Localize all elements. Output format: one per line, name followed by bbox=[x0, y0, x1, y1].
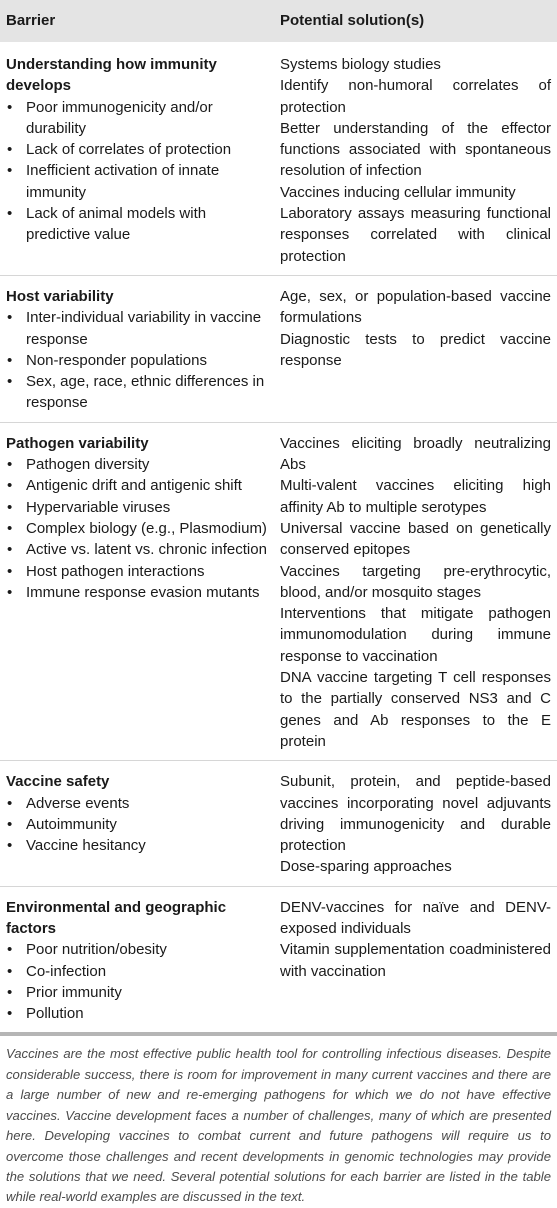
solutions-cell bbox=[273, 886, 557, 1033]
solution-item: DNA vaccine targeting T cell responses to the partially conserved NS3 and C genes and Ab responses to the E protein bbox=[280, 669, 551, 750]
barrier-item-text: Host pathogen interactions bbox=[26, 562, 205, 580]
solution-item: Identify non-humoral correlates of protection bbox=[280, 77, 551, 116]
barrier-heading: Pathogen variability bbox=[6, 434, 149, 452]
bullet-icon: • bbox=[7, 837, 13, 855]
barrier-item-text: Non-responder populations bbox=[26, 351, 207, 369]
solution-item: Vaccines inducing cellular immunity bbox=[280, 183, 516, 201]
barrier-list-item bbox=[6, 497, 269, 518]
barrier-item-text: Vaccine hesitancy bbox=[26, 837, 146, 855]
solution-item: Vaccines eliciting broadly neutralizing Abs bbox=[280, 434, 551, 474]
barrier-list-item bbox=[6, 203, 269, 246]
bullet-icon: • bbox=[7, 141, 13, 159]
barrier-list bbox=[6, 793, 269, 857]
bullet-icon: • bbox=[7, 456, 13, 474]
solutions-cell bbox=[273, 42, 557, 275]
header-row bbox=[0, 0, 557, 42]
solutions-cell bbox=[273, 761, 557, 886]
barrier-cell bbox=[0, 275, 273, 422]
barrier-list-item bbox=[6, 793, 269, 814]
barrier-item-text: Poor nutrition/obesity bbox=[26, 941, 167, 959]
bullet-icon: • bbox=[7, 794, 13, 812]
table-row bbox=[0, 422, 557, 760]
barrier-list-item bbox=[6, 939, 269, 960]
barrier-list-item bbox=[6, 454, 269, 475]
barrier-list bbox=[6, 939, 269, 1024]
solution-item: Age, sex, or population-based vaccine formulations bbox=[280, 287, 551, 327]
barrier-item-text: Inter-individual variability in vaccine response bbox=[26, 309, 262, 348]
barrier-list-item bbox=[6, 97, 269, 140]
table-row bbox=[0, 886, 557, 1033]
barrier-item-text: Co-infection bbox=[26, 962, 107, 980]
bullet-icon: • bbox=[7, 205, 13, 223]
solution-item: Multi-valent vaccines eliciting high affinity Ab to multiple serotypes bbox=[280, 477, 551, 516]
barrier-list-item bbox=[6, 475, 269, 496]
barrier-item-text: Pathogen diversity bbox=[26, 456, 150, 474]
header-potential-solutions: Potential solution(s) bbox=[280, 12, 425, 29]
barrier-list-item bbox=[6, 539, 269, 560]
barrier-item-text: Sex, age, race, ethnic differences in response bbox=[26, 373, 265, 412]
bullet-icon: • bbox=[7, 162, 13, 180]
solution-item: Subunit, protein, and peptide-based vaccines incorporating novel adjuvants driving immunogenicity and durable protection bbox=[280, 773, 551, 855]
solution-item: Universal vaccine based on genetically conserved epitopes bbox=[280, 519, 551, 559]
barrier-list-item bbox=[6, 835, 269, 856]
bullet-icon: • bbox=[7, 541, 13, 559]
bullet-icon: • bbox=[7, 562, 13, 580]
barrier-list bbox=[6, 97, 269, 246]
barrier-list-item bbox=[6, 982, 269, 1003]
barrier-list-item bbox=[6, 518, 269, 539]
barrier-list-item bbox=[6, 160, 269, 203]
barrier-list-item bbox=[6, 582, 269, 603]
solution-item: DENV-vaccines for naïve and DENV-exposed individuals bbox=[280, 898, 551, 937]
solution-item: Interventions that mitigate pathogen immunomodulation during immune response to vaccination bbox=[280, 605, 551, 665]
table-body bbox=[0, 42, 557, 1033]
solutions-cell bbox=[273, 275, 557, 422]
barrier-list-item bbox=[6, 371, 269, 414]
table-row bbox=[0, 275, 557, 422]
barrier-heading: Environmental and geographic factors bbox=[6, 898, 227, 937]
barrier-item-text: Complex biology (e.g., Plasmodium) bbox=[26, 519, 267, 537]
barrier-item-text: Inefficient activation of innate immunity bbox=[26, 162, 220, 201]
barrier-heading: Understanding how immunity develops bbox=[6, 56, 217, 95]
barrier-item-text: Hypervariable viruses bbox=[26, 498, 171, 516]
barrier-heading: Vaccine safety bbox=[6, 773, 110, 791]
barrier-list-item bbox=[6, 561, 269, 582]
bullet-icon: • bbox=[7, 477, 13, 495]
barrier-list-item bbox=[6, 139, 269, 160]
bullet-icon: • bbox=[7, 583, 13, 601]
barrier-cell bbox=[0, 422, 273, 760]
barrier-item-text: Lack of correlates of protection bbox=[26, 141, 232, 159]
solution-item: Vitamin supplementation coadministered with vaccination bbox=[280, 941, 551, 980]
barrier-list bbox=[6, 307, 269, 413]
barrier-list-item bbox=[6, 961, 269, 982]
solution-item: Better understanding of the effector functions associated with spontaneous resolution of infection bbox=[280, 119, 551, 180]
solution-item: Laboratory assays measuring functional responses correlated with clinical protection bbox=[280, 205, 551, 265]
barrier-item-text: Adverse events bbox=[26, 794, 130, 812]
barrier-item-text: Prior immunity bbox=[26, 983, 122, 1001]
bullet-icon: • bbox=[7, 815, 13, 833]
table-row bbox=[0, 761, 557, 886]
barrier-list bbox=[6, 454, 269, 603]
barrier-cell bbox=[0, 761, 273, 886]
bullet-icon: • bbox=[7, 962, 13, 980]
barrier-cell bbox=[0, 42, 273, 275]
barrier-item-text: Antigenic drift and antigenic shift bbox=[26, 477, 242, 495]
solution-item: Dose-sparing approaches bbox=[280, 858, 452, 876]
table-header bbox=[0, 0, 557, 42]
barrier-list-item bbox=[6, 350, 269, 371]
table-row bbox=[0, 42, 557, 275]
barrier-item-text: Poor immunogenicity and/or durability bbox=[26, 98, 213, 137]
bullet-icon: • bbox=[7, 309, 13, 327]
barrier-item-text: Active vs. latent vs. chronic infection bbox=[26, 541, 267, 559]
bullet-icon: • bbox=[7, 98, 13, 116]
barrier-item-text: Immune response evasion mutants bbox=[26, 583, 260, 601]
barrier-item-text: Autoimmunity bbox=[26, 815, 117, 833]
bullet-icon: • bbox=[7, 941, 13, 959]
barrier-item-text: Lack of animal models with predictive value bbox=[26, 205, 207, 244]
bullet-icon: • bbox=[7, 1005, 13, 1023]
barrier-item-text: Pollution bbox=[26, 1005, 84, 1023]
barrier-heading: Host variability bbox=[6, 287, 114, 305]
barrier-cell bbox=[0, 886, 273, 1033]
bullet-icon: • bbox=[7, 351, 13, 369]
solution-item: Vaccines targeting pre-erythrocytic, blood, and/or mosquito stages bbox=[280, 562, 551, 601]
barrier-list-item bbox=[6, 307, 269, 350]
bullet-icon: • bbox=[7, 498, 13, 516]
bullet-icon: • bbox=[7, 373, 13, 391]
solution-item: Systems biology studies bbox=[280, 56, 441, 73]
bullet-icon: • bbox=[7, 519, 13, 537]
header-barrier: Barrier bbox=[6, 12, 56, 29]
bullet-icon: • bbox=[7, 983, 13, 1001]
table-footnote: Vaccines are the most effective public health tool for controlling infectious diseases. Despite considerable success, there is room for improvement in many current vaccines and there are a large number of new and re-emerging pathogens for which we do not have effective vaccines. Vaccine development faces a number of challenges, many of which are presented here. Developing vaccines to combat current and future pathogens will require us to overcome those challenges and recent developments in genomic technologies may provide the solutions that we need. Several potential solutions for each barrier are listed in the table while real-world examples are discussed in the text. bbox=[6, 1046, 551, 1205]
barrier-list-item bbox=[6, 814, 269, 835]
barrier-list-item bbox=[6, 1003, 269, 1024]
solutions-cell bbox=[273, 422, 557, 760]
solution-item: Diagnostic tests to predict vaccine response bbox=[280, 330, 551, 369]
